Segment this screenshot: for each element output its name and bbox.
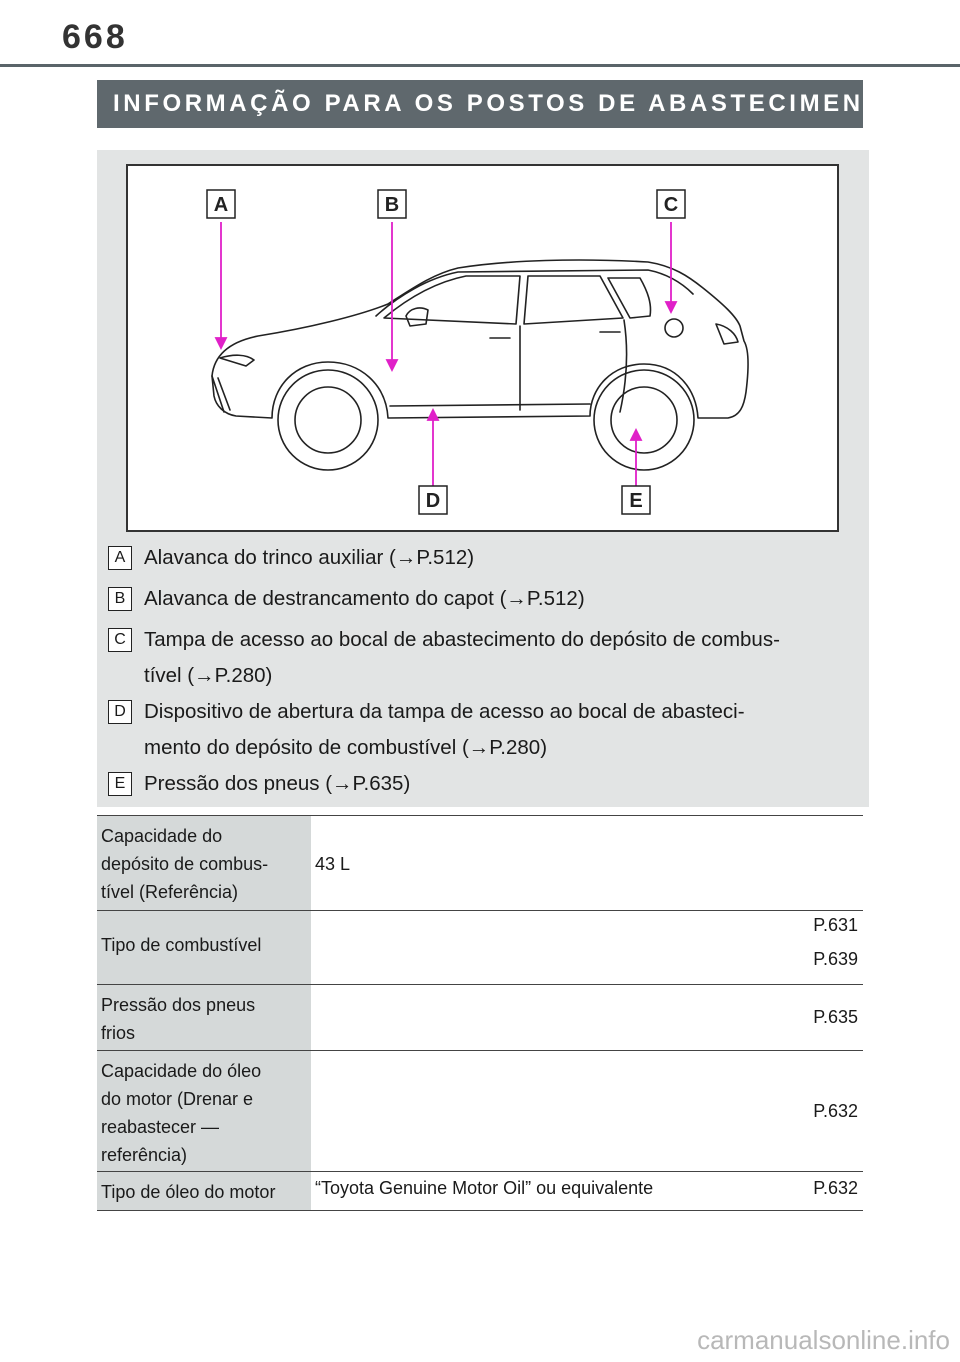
callout-b-arrowhead — [387, 360, 397, 370]
legend-key-d: D — [108, 700, 132, 724]
callout-d-arrowhead — [428, 410, 438, 420]
row-value-fuel-capacity: 43 L — [315, 854, 351, 874]
oil-type-value: “Toyota Genuine Motor Oil” ou equivalente — [315, 1178, 654, 1198]
legend-text-e: Pressão dos pneus (→P.635) — [144, 772, 411, 795]
car-side-view-drawing — [128, 166, 837, 530]
row-value-oil-capacity — [311, 1051, 863, 1171]
front-grille — [212, 376, 230, 412]
callout-a-label: A — [213, 194, 229, 216]
fuel-type-ref-2: P.639 — [813, 949, 858, 969]
legend-key-b: B — [108, 587, 132, 611]
legend-key-e: E — [108, 772, 132, 796]
legend-text-c-line2: tível (→P.280) — [144, 664, 273, 687]
table-row-oil-type — [97, 1171, 863, 1210]
side-sill — [390, 404, 590, 406]
fuel-filler-door — [665, 319, 683, 337]
front-wheel-outer — [278, 370, 378, 470]
oil-type-ref: P.632 — [813, 1178, 858, 1198]
section-title: INFORMAÇÃO PARA OS POSTOS DE ABASTECIMENTO — [97, 80, 863, 128]
row-value-oil-type — [311, 1172, 863, 1210]
rear-wheel-outer — [594, 370, 694, 470]
row-value-tire-pressure — [311, 985, 863, 1050]
headlight — [220, 355, 254, 366]
table-row-fuel-type — [97, 910, 863, 984]
car-body-outline — [212, 260, 748, 418]
quarter-window — [608, 278, 651, 318]
row-value-fuel-type — [311, 911, 863, 984]
rear-door-line — [620, 320, 627, 412]
watermark: carmanualsonline.info — [697, 1325, 950, 1355]
callout-e-label: E — [629, 490, 643, 512]
callout-a-arrowhead — [216, 338, 226, 348]
tire-pressure-ref: P.635 — [813, 1007, 858, 1027]
rear-wheel-inner — [611, 387, 677, 453]
table-bottom-rule — [97, 1210, 863, 1211]
legend-text-d-line1: Dispositivo de abertura da tampa de acesso ao bocal de abasteci- — [144, 700, 745, 723]
legend-text-a: Alavanca do trinco auxiliar (→P.512) — [144, 546, 475, 569]
callout-d-label: D — [425, 490, 441, 512]
callout-c-arrowhead — [666, 302, 676, 312]
car-illustration — [126, 164, 839, 532]
front-window — [384, 276, 520, 324]
callout-c-label: C — [663, 194, 679, 216]
table-row-oil-capacity — [97, 1050, 863, 1171]
rear-light — [716, 324, 738, 344]
side-mirror — [406, 308, 428, 326]
legend-text-d-line2: mento do depósito de combustível (→P.280) — [144, 736, 548, 759]
oil-capacity-ref: P.632 — [813, 1101, 858, 1121]
page-number: 668 — [62, 18, 128, 56]
legend-text-c-line1: Tampa de acesso ao bocal de abastecimento do depósito de combus- — [144, 628, 780, 651]
row-label-fuel-capacity: Capacidade do depósito de combus- tível (Referência) — [97, 816, 311, 910]
front-wheel-inner — [295, 387, 361, 453]
table-row-tire-pressure — [97, 984, 863, 1050]
fuel-type-ref-1: P.631 — [813, 915, 858, 935]
callout-e-arrowhead — [631, 430, 641, 440]
legend-key-c: C — [108, 628, 132, 652]
legend-text-b: Alavanca de destrancamento do capot (→P.512) — [144, 587, 585, 610]
table-row-fuel-capacity — [97, 815, 863, 910]
spec-table — [97, 815, 863, 1211]
header-rule — [0, 64, 960, 67]
row-label-oil-type: Tipo de óleo do motor — [97, 1172, 311, 1210]
row-label-tire-pressure: Pressão dos pneus frios — [97, 985, 311, 1050]
row-label-oil-capacity: Capacidade do óleo do motor (Drenar e reabastecer — referência) — [97, 1051, 311, 1171]
legend-key-a: A — [108, 546, 132, 570]
rear-window — [524, 276, 623, 324]
callout-b-label: B — [384, 194, 400, 216]
row-label-fuel-type: Tipo de combustível — [97, 911, 311, 984]
